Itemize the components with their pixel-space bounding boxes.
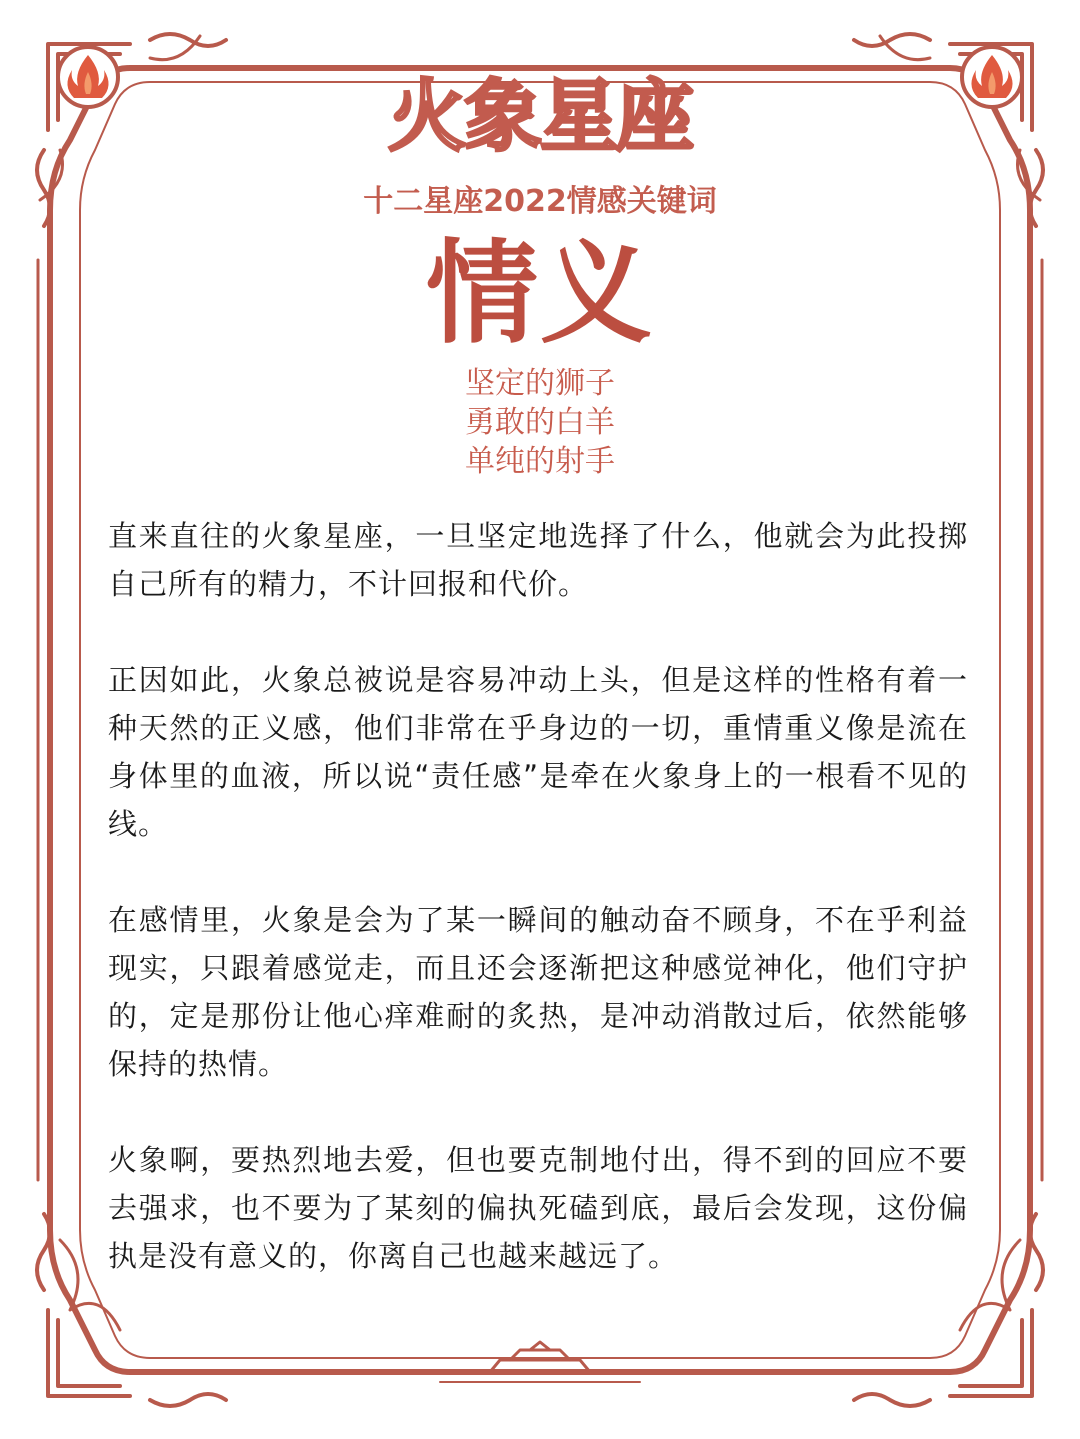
trait-item: 单纯的射手 xyxy=(465,444,615,479)
paragraph: 直来直往的火象星座，一旦坚定地选择了什么，他就会为此投掷自己所有的精力，不计回报和代价。 xyxy=(108,519,968,601)
trait-item: 勇敢的白羊 xyxy=(465,405,615,440)
page-title: 火象星座 xyxy=(387,72,692,162)
paragraph: 正因如此，火象总被说是容易冲动上头，但是这样的性格有着一种天然的正义感，他们非常在乎身边的一切，重情重义像是流在身体里的血液，所以说“责任感”是牵在火象身上的一根看不见的线。 xyxy=(108,663,968,841)
keyword-heading: 情义 xyxy=(426,229,654,359)
body-text xyxy=(108,512,968,1328)
subtitle: 十二星座2022情感关键词 xyxy=(363,184,717,219)
traits-list xyxy=(0,364,1080,481)
paragraph: 在感情里，火象是会为了某一瞬间的触动奋不顾身，不在乎利益现实，只跟着感觉走，而且还会逐渐把这种感觉神化，他们守护的，定是那份让他心痒难耐的炙热，是冲动消散过后，依然能够保持的热情。 xyxy=(108,903,968,1081)
trait-item: 坚定的狮子 xyxy=(465,366,615,401)
paragraph: 火象啊，要热烈地去爱，但也要克制地付出，得不到的回应不要去强求，也不要为了某刻的偏执死磕到底，最后会发现，这份偏执是没有意义的，你离自己也越来越远了。 xyxy=(108,1143,968,1273)
